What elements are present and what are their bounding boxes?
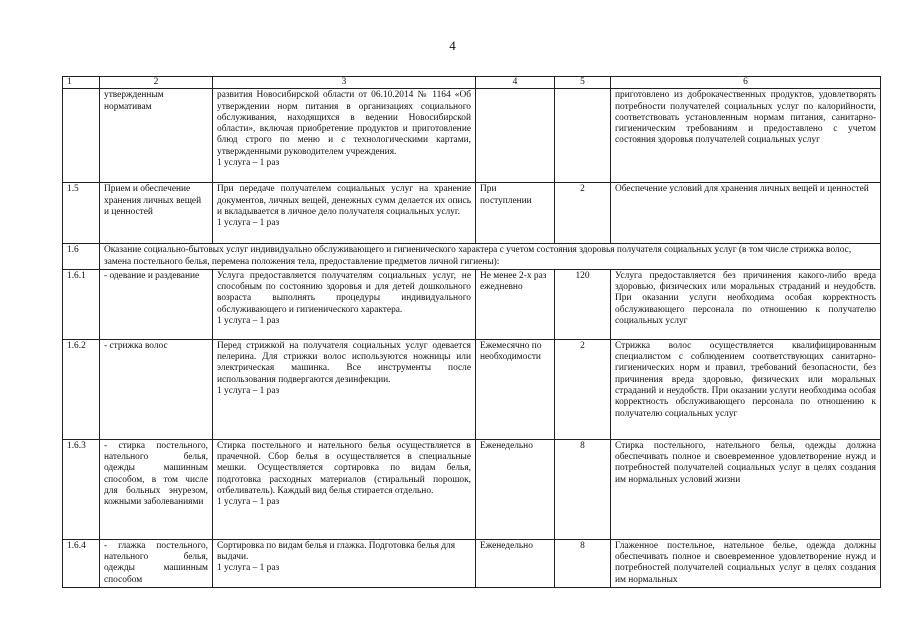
table-row (63, 439, 881, 539)
service-name: - стирка постельного, нательного белья, одежды машинным способом, в том числе для больных энурезом, кожными заболеваниями (100, 439, 213, 539)
service-quality: Услуга предоставляется без причинения какого-либо вреда здоровью, физических или моральных страданий и неудобств. При оказании услуги необходима особая корректность обслуживающего персонала по отношению к получателю социальных услуг (611, 269, 881, 339)
row-number: 1.5 (63, 183, 100, 244)
service-count: 2 (555, 339, 611, 439)
service-description (213, 183, 476, 244)
column-number-3: 3 (213, 77, 476, 89)
service-count: 120 (555, 269, 611, 339)
service-frequency: Ежемесячно по необходимости (476, 339, 555, 439)
service-name: - глажка постельного, нательного белья, одежды машинным способом (100, 539, 213, 587)
unit-text: 1 услуга – 1 раз (217, 218, 280, 229)
section-row (63, 244, 881, 270)
section-number: 1.6 (63, 244, 100, 270)
description-text: При передаче получателем социальных услуг на хранение документов, личных вещей, денежных сумм делается их опись и вкладывается в личное дело получателя социальных услуг. (217, 184, 471, 217)
row-number: 1.6.2 (63, 339, 100, 439)
table-row (63, 539, 881, 587)
table-row (63, 269, 881, 339)
unit-text: 1 услуга – 1 раз (217, 158, 280, 169)
table-row (63, 339, 881, 439)
service-quality: приготовлено из доброкачественных продуктов, удовлетворять потребности получателей социальных услуг по калорийности, соответствовать установленным нормам питания, санитарно-гигиеническим требованиям и предоставлено с учетом состояния здоровья получателей социальных услуг (611, 89, 881, 183)
row-number: 1.6.3 (63, 439, 100, 539)
service-name: - стрижка волос (100, 339, 213, 439)
row-number: 1.6.1 (63, 269, 100, 339)
table-row (63, 89, 881, 183)
unit-text: 1 услуга – 1 раз (217, 563, 280, 574)
service-name: утвержденным нормативам (100, 89, 213, 183)
services-table (62, 76, 881, 588)
service-name: - одевание и раздевание (100, 269, 213, 339)
service-name: Прием и обеспечение хранения личных вещей и ценностей (100, 183, 213, 244)
row-number: 1.6.4 (63, 539, 100, 587)
service-quality: Обеспечение условий для хранения личных вещей и ценностей (611, 183, 881, 244)
service-count (555, 89, 611, 183)
column-number-6: 6 (611, 77, 881, 89)
service-frequency (476, 89, 555, 183)
service-frequency: При поступлении (476, 183, 555, 244)
column-number-5: 5 (555, 77, 611, 89)
service-quality: Глаженное постельное, нательное белье, одежда должны обеспечивать полное и своевременное удовлетворение нужд и потребностей получателей социальных услуг в целях создания им нормальных (611, 539, 881, 587)
column-number-2: 2 (100, 77, 213, 89)
table-row (63, 183, 881, 244)
service-description (213, 269, 476, 339)
service-frequency: Еженедельно (476, 439, 555, 539)
description-text: Перед стрижкой на получателя социальных услуг одевается пелерина. Для стрижки волос используются ножницы или электрическая машинка. Все инструменты после использования подвергаются дезинфекции. (217, 340, 471, 385)
service-count: 2 (555, 183, 611, 244)
column-number-1: 1 (63, 77, 100, 89)
description-text: Стирка постельного и нательного белья осуществляется в прачечной. Сбор белья в осуществляется в специальные мешки. Осуществляется сортировка по видам белья, подготовка расходных материалов (стиральный порошок, отбеливатель). Каждый вид белья стирается отдельно. (217, 440, 471, 497)
description-text: Услуга предоставляется получателям социальных услуг, не способным по состоянию здоровья и для детей дошкольного возраста выполнять процедуры индивидуального обслуживающего и гигиенического характера. (217, 270, 471, 315)
service-description (213, 439, 476, 539)
description-text: развития Новосибирской области от 06.10.2014 № 1164 «Об утверждении норм питания в организациях социального обслуживания, находящихся в ведении Новосибирской области», включая приобретение продуктов и приготовление блюд строго по меню и с технологическими картами, утвержденными руководителем учреждения. (217, 90, 471, 157)
service-frequency: Еженедельно (476, 539, 555, 587)
section-heading: Оказание социально-бытовых услуг индивидуально обслуживающего и гигиенического характера с учетом состояния здоровья получателя социальных услуг (в том числе стрижка волос, замена постельного белья, перемена положения тела, предоставление предметов личной гигиены): (100, 244, 881, 270)
unit-text: 1 услуга – 1 раз (217, 386, 280, 397)
unit-text: 1 услуга – 1 раз (217, 497, 280, 508)
service-count: 8 (555, 439, 611, 539)
row-number (63, 89, 100, 183)
table-header-row (63, 77, 881, 89)
service-quality: Стирка постельного, нательного белья, одежды должна обеспечивать полное и своевременное удовлетворение нужд и потребностей получателей социальных услуг в целях создания им нормальных условий жизни (611, 439, 881, 539)
description-text: Сортировка по видам белья и глажка. Подготовка белья для выдачи. (217, 540, 456, 563)
service-frequency: Не менее 2-х раз ежедневно (476, 269, 555, 339)
unit-text: 1 услуга – 1 раз (217, 316, 280, 327)
column-number-4: 4 (476, 77, 555, 89)
service-quality: Стрижка волос осуществляется квалифицированным специалистом с соблюдением соответствующих санитарно-гигиенических норм и правил, требований безопасности, без причинения вреда здоровью, физических или моральных страданий и неудобств. При оказании услуги необходима особая корректность обслуживающего персонала по отношению к получателю социальных услуг (611, 339, 881, 439)
service-count: 8 (555, 539, 611, 587)
service-description (213, 339, 476, 439)
service-description (213, 89, 476, 183)
page-number: 4 (449, 38, 456, 53)
service-description (213, 539, 476, 587)
